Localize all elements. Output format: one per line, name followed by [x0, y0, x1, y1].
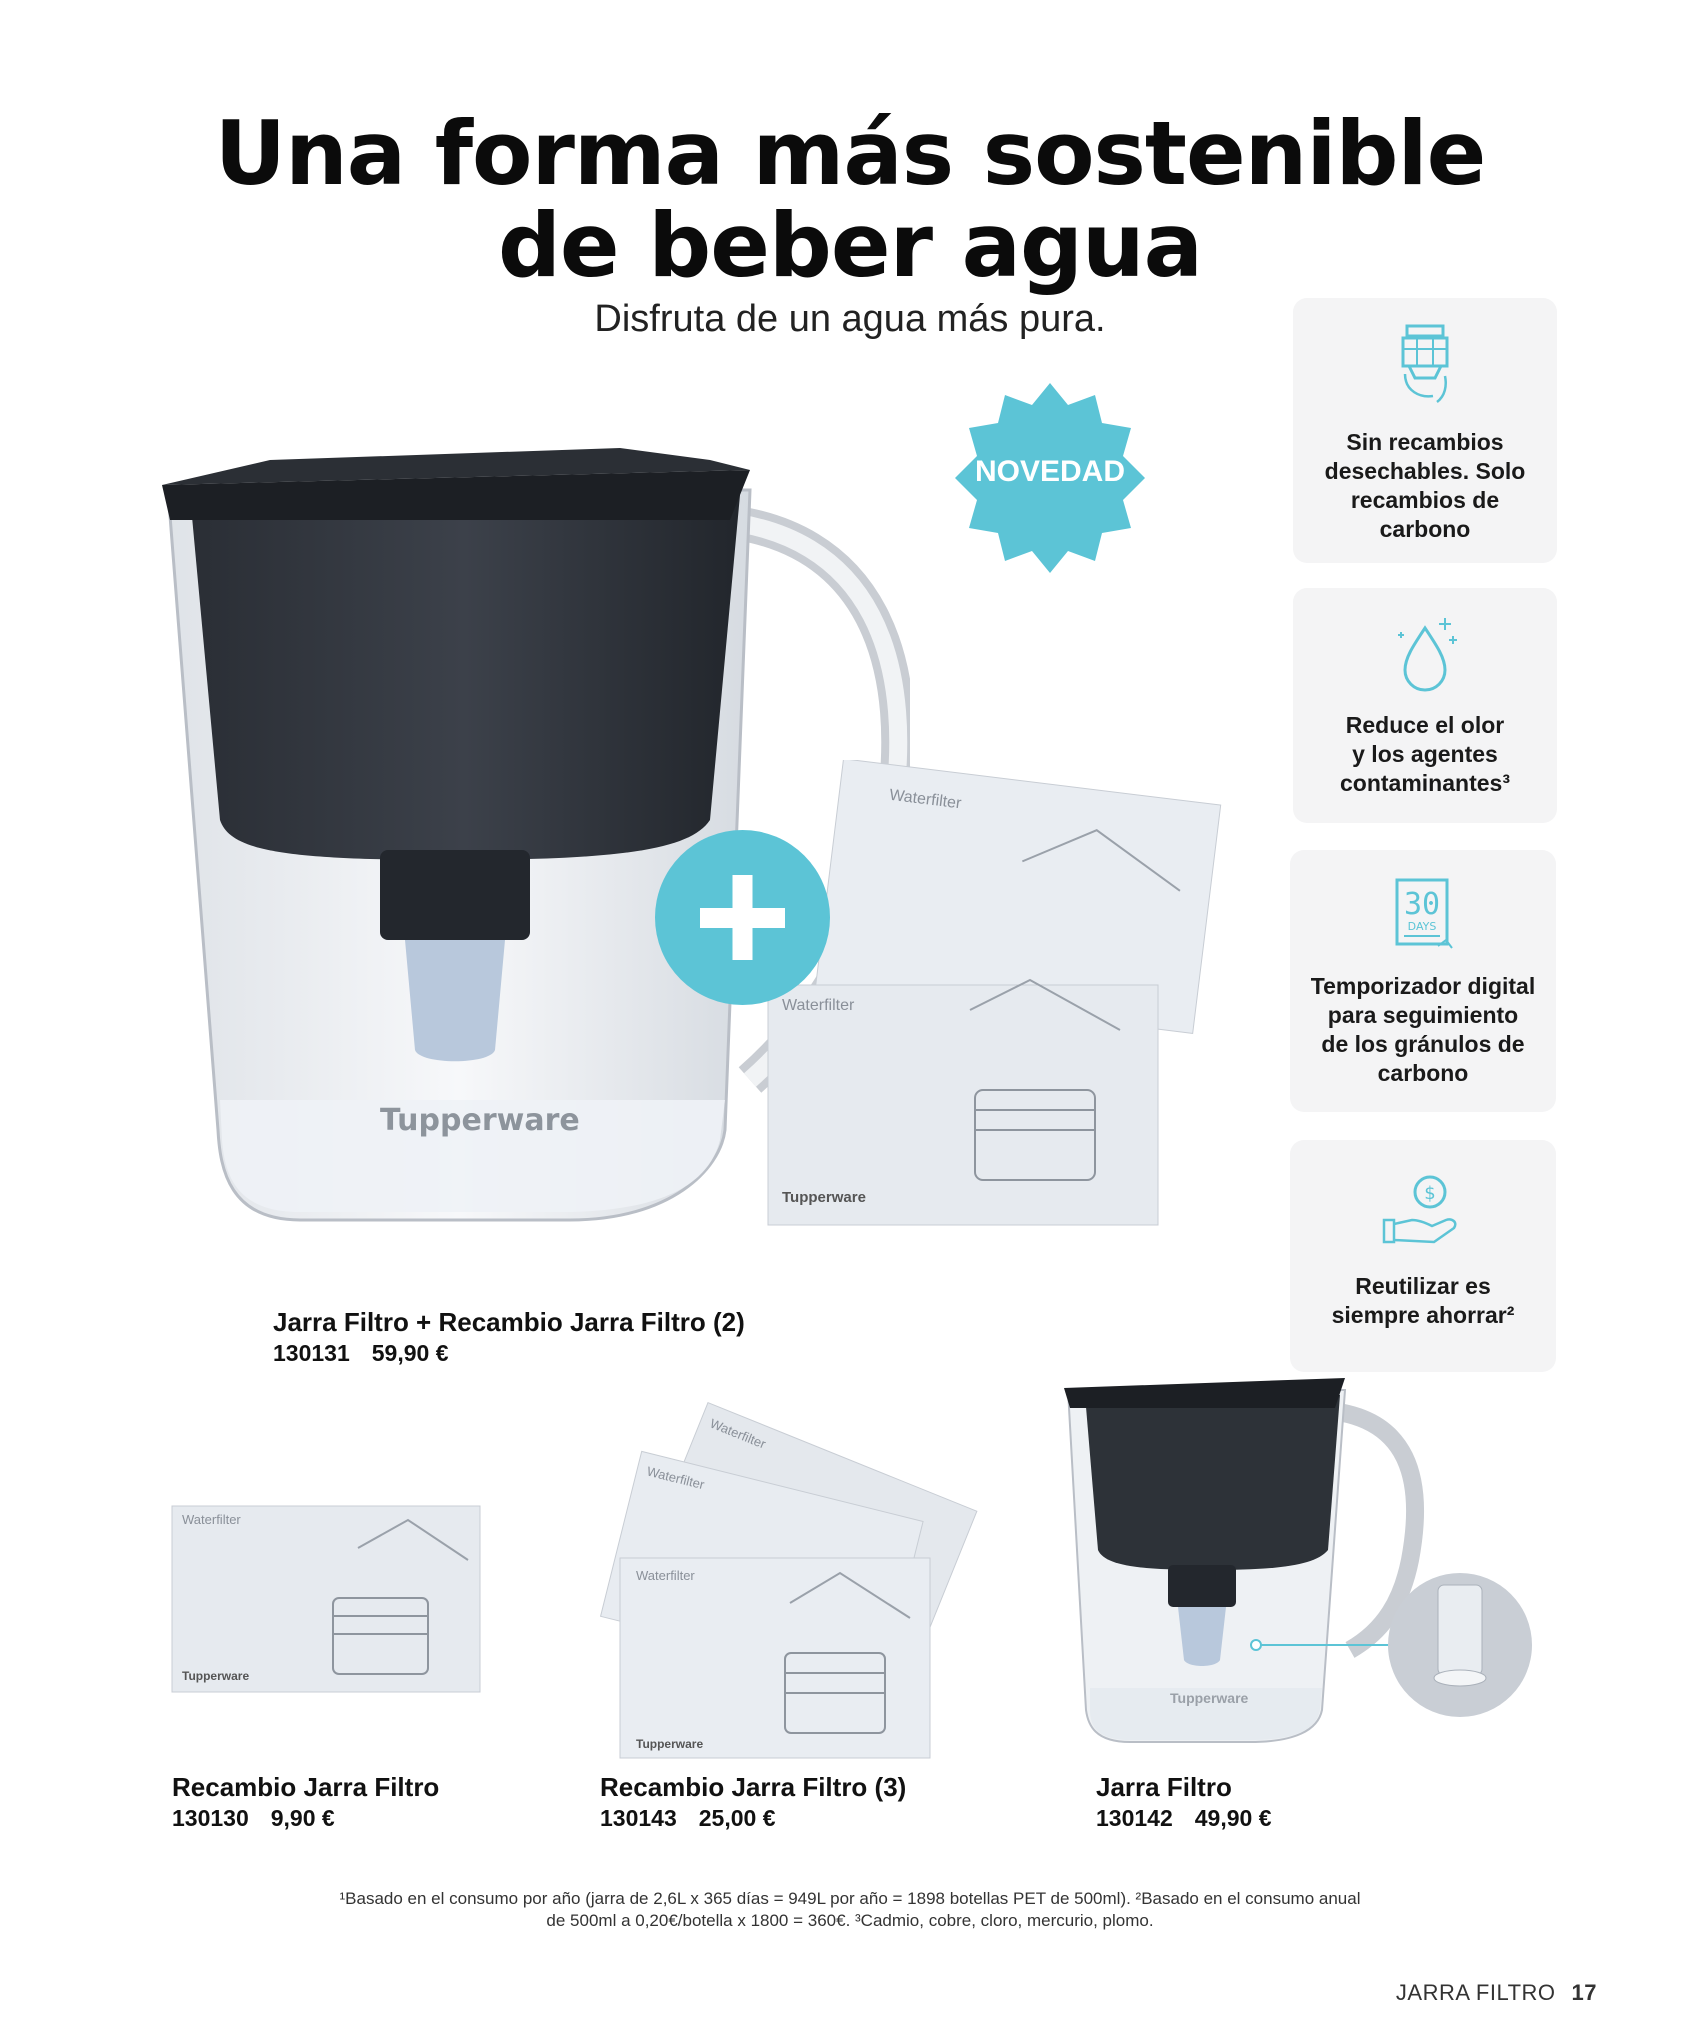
timer-digits: 30: [1403, 887, 1441, 922]
money-hand-icon: [1372, 1158, 1472, 1258]
pitcher-brand-label: Tupperware: [1170, 1690, 1249, 1706]
feature-card-timer: [1290, 850, 1556, 1112]
pack-title-label: Waterfilter: [636, 1568, 695, 1583]
feature-text-line: Sin recambios: [1346, 429, 1504, 455]
timer-unit: DAYS: [1407, 920, 1437, 933]
product-price: 25,00 €: [698, 1805, 776, 1831]
feature-card-savings: [1290, 1140, 1556, 1372]
product-code: 130143: [600, 1805, 677, 1831]
section-label: JARRA FILTRO: [1395, 1980, 1556, 2005]
feature-text-line: desechables. Solo: [1324, 458, 1526, 484]
product-pitcher-caption: [1096, 1772, 1272, 1832]
pack-title-label: Waterfilter: [182, 1512, 241, 1527]
digital-timer-icon: [1372, 868, 1472, 968]
pack-brand-label: Tupperware: [182, 1669, 250, 1683]
product-name: Jarra Filtro + Recambio Jarra Filtro (2): [273, 1307, 745, 1337]
feature-text-line: para seguimiento: [1327, 1002, 1519, 1028]
pack-title-label: Waterfilter: [645, 1463, 706, 1493]
product-name: Recambio Jarra Filtro (3): [600, 1772, 907, 1802]
water-drop-icon: [1375, 606, 1475, 706]
feature-card-refills: [1293, 298, 1557, 563]
pack-brand-label: Tupperware: [636, 1737, 704, 1751]
product-code: 130130: [172, 1805, 249, 1831]
headline-line-2: de beber agua: [497, 194, 1203, 297]
novedad-badge-label: NOVEDAD: [974, 455, 1125, 488]
feature-card-odor: [1293, 588, 1557, 823]
refill-triple-image: [580, 1398, 980, 1763]
product-price: 49,90 €: [1194, 1805, 1272, 1831]
page-footer: [1396, 1980, 1597, 2006]
pack-title-label: Waterfilter: [782, 997, 855, 1014]
filter-cartridge-icon: [1375, 316, 1475, 416]
feature-text-line: carbono: [1377, 1060, 1469, 1086]
page-number: 17: [1571, 1980, 1597, 2005]
page-headline: [0, 102, 1700, 297]
main-refill-packs-image: [760, 760, 1230, 1230]
pack-title-label: Waterfilter: [707, 1415, 768, 1452]
product-name: Jarra Filtro: [1096, 1772, 1232, 1802]
product-code: 130131: [273, 1340, 350, 1366]
feature-text-line: recambios de: [1350, 487, 1500, 513]
feature-text-line: carbono: [1379, 516, 1471, 542]
product-name: Recambio Jarra Filtro: [172, 1772, 440, 1802]
feature-text-line: contaminantes³: [1340, 770, 1510, 796]
feature-text-line: Reduce el olor: [1345, 712, 1505, 738]
product-price: 59,90 €: [371, 1340, 449, 1366]
pitcher-small-image: [1060, 1370, 1540, 1750]
feature-text-line: siempre ahorrar²: [1331, 1302, 1515, 1328]
svg-text:$: $: [1424, 1183, 1436, 1204]
product-code: 130142: [1096, 1805, 1173, 1831]
footnote: [240, 1888, 1460, 1932]
feature-text-line: y los agentes: [1352, 741, 1498, 767]
page-subheading: Disfruta de un agua más pura.: [594, 298, 1106, 340]
refill-single-image: [168, 1500, 488, 1700]
feature-text-line: de los gránulos de: [1321, 1031, 1525, 1057]
product-main-caption: [273, 1307, 745, 1367]
product-refill-triple-caption: [600, 1772, 906, 1832]
product-refill-single-caption: [172, 1772, 439, 1832]
plus-icon: [655, 830, 830, 1005]
feature-text-line: Reutilizar es: [1355, 1273, 1491, 1299]
product-price: 9,90 €: [270, 1805, 335, 1831]
feature-text-line: Temporizador digital: [1310, 973, 1536, 999]
headline-line-1: Una forma más sostenible: [214, 102, 1486, 205]
pack-brand-label: Tupperware: [782, 1189, 866, 1206]
footnote-line: ¹Basado en el consumo por año (jarra de 2,6L x 365 días = 949L por año = 1898 botellas PET de 500ml). ²Basado en el consumo anual: [339, 1889, 1361, 1908]
footnote-line: de 500ml a 0,20€/botella x 1800 = 360€. ³Cadmio, cobre, cloro, mercurio, plomo.: [546, 1911, 1154, 1930]
pitcher-brand-label: Tupperware: [380, 1103, 580, 1138]
pack-title-label: Waterfilter: [888, 786, 963, 813]
